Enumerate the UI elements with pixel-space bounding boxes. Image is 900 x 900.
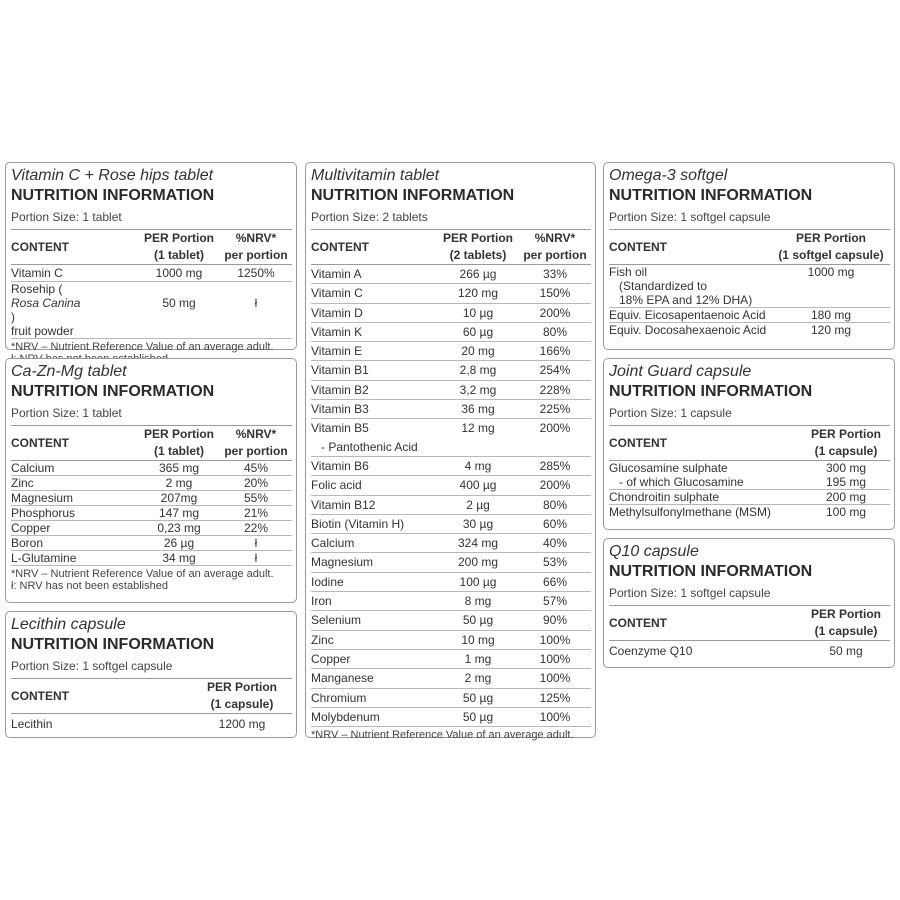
col-per-portion: PER Portion (1 capsule) (810, 607, 881, 638)
panel-title: Lecithin capsule (11, 616, 126, 633)
table-header (11, 229, 292, 265)
table-row (311, 669, 591, 688)
col-per-portion: PER Portion (1 capsule) (810, 427, 881, 458)
nutrient-name: Molybdenum (311, 709, 380, 724)
table-row (311, 553, 591, 572)
nutrition-heading: NUTRITION INFORMATION (11, 636, 215, 653)
col-nrv: %NRV* per portion (224, 231, 288, 262)
nutrition-heading: NUTRITION INFORMATION (11, 187, 215, 204)
table-header (609, 605, 890, 641)
col-content: CONTENT (609, 616, 667, 630)
multivitamin-panel (305, 162, 596, 742)
panel-title: Multivitamin tablet (311, 167, 440, 184)
table-row: Vitamin C 1000 mg 1250% (11, 265, 292, 282)
col-nrv: %NRV* per portion (224, 427, 288, 458)
nutrient-nrv: 100% (539, 651, 571, 666)
nutrient-name: Iron (311, 594, 332, 609)
nutrient-amount: 400 µg (459, 478, 497, 493)
nutrient-amount: 36 mg (461, 402, 495, 417)
table-header (609, 229, 890, 265)
vitamin-c-panel (5, 162, 297, 353)
table-row (311, 631, 591, 650)
panel-title: Vitamin C + Rose hips tablet (11, 167, 214, 184)
table-header (311, 229, 591, 265)
col-per-portion: PER Portion (1 tablet) (143, 427, 214, 458)
nutrient-amount: 120 mg (457, 286, 499, 301)
portion-size: Portion Size: 1 softgel capsule (609, 586, 771, 600)
table-row (311, 611, 591, 630)
joint-guard-panel (603, 358, 895, 530)
table-row (311, 476, 591, 495)
table-row: Copper 0,23 mg 22% (11, 521, 292, 536)
nutrient-amount: 324 mg (457, 536, 499, 551)
nutrient-name: Zinc (311, 632, 334, 647)
table-row: Equiv. Eicosapentaenoic Acid 180 mg (609, 308, 890, 323)
col-content: CONTENT (609, 436, 667, 450)
nutrition-heading: NUTRITION INFORMATION (609, 187, 813, 204)
nutrient-name: Vitamin B1 (311, 363, 369, 378)
table-row (311, 573, 591, 592)
col-content: CONTENT (11, 689, 69, 703)
table-row: Equiv. Docosahexaenoic Acid 120 mg (609, 323, 852, 337)
table-row (311, 381, 591, 400)
table-row: Boron 26 µg ł (11, 536, 292, 551)
nutrient-nrv: 57% (542, 594, 568, 609)
nutrient-nrv: 225% (539, 402, 571, 417)
nutrient-amount: 10 mg (461, 632, 495, 647)
table-row: Calcium 365 mg 45% (11, 461, 292, 476)
nutrition-heading: NUTRITION INFORMATION (609, 563, 813, 580)
portion-size: Portion Size: 1 capsule (609, 406, 732, 420)
table-row (311, 708, 591, 727)
q10-panel (603, 538, 895, 668)
nutrient-name: Iodine (311, 574, 344, 589)
nutrient-nrv: 80% (542, 324, 568, 339)
nutrient-amount: 2 mg (464, 671, 492, 686)
nutrient-nrv: 200% (539, 421, 571, 436)
table-header (11, 425, 292, 461)
table-row: Lecithin 1200 mg (11, 717, 266, 731)
portion-size: Portion Size: 1 softgel capsule (11, 659, 173, 673)
panel-title: Omega-3 softgel (609, 167, 728, 184)
nutrient-amount: 200 mg (457, 555, 499, 570)
table-row (311, 534, 591, 553)
nutrient-name: Magnesium (311, 555, 374, 570)
table-row: Glucosamine sulphate - of which Glucosamine 300 mg 195 mg (609, 461, 890, 490)
table-header (11, 678, 292, 714)
nutrient-name: Calcium (311, 536, 355, 551)
portion-size: Portion Size: 1 tablet (11, 406, 122, 420)
table-row (311, 342, 591, 361)
nutrition-heading: NUTRITION INFORMATION (609, 383, 813, 400)
footnote: *NRV – Nutrient Reference Value of an average adult. (11, 341, 274, 353)
nutrient-nrv: 166% (539, 344, 571, 359)
footnote: *NRV – Nutrient Reference Value of an average adult. ł: NRV has not been established (11, 568, 274, 592)
nutrient-nrv: 53% (542, 555, 568, 570)
table-row: Rosehip ( Rosa Canina ) fruit powder 50 mg ł (11, 282, 292, 339)
table-row: Magnesium 207mg 55% (11, 491, 292, 506)
table-row: Fish oil (Standardized to 18% EPA and 12% DHA) 1000 mg (609, 265, 890, 308)
table-row (311, 650, 591, 669)
nutrient-amount: 100 µg (459, 574, 497, 589)
nutrient-amount: 50 µg (462, 613, 494, 628)
nutrient-name: Vitamin B2 (311, 382, 369, 397)
nutrient-nrv: 228% (539, 382, 571, 397)
nutrient-amount: 1 mg (464, 651, 492, 666)
nutrient-amount: 20 mg (461, 344, 495, 359)
col-content: CONTENT (609, 240, 667, 254)
col-per-portion: PER Portion (2 tablets) (442, 231, 513, 262)
table-row (311, 592, 591, 611)
nutrient-name: Vitamin E (311, 344, 363, 359)
nutrient-nrv: 285% (539, 458, 571, 473)
nutrient-name: Vitamin B3 (311, 402, 369, 417)
nutrient-name: Vitamin B5 - Pantothenic Acid (311, 421, 418, 454)
nutrient-name: Copper (311, 651, 351, 666)
nutrient-nrv: 100% (539, 671, 571, 686)
panel-title: Ca-Zn-Mg tablet (11, 363, 127, 380)
portion-size: Portion Size: 1 softgel capsule (609, 210, 771, 224)
table-row (311, 304, 591, 323)
nutrition-heading: NUTRITION INFORMATION (311, 187, 515, 204)
nutrient-nrv: 33% (542, 267, 568, 281)
col-per-portion: PER Portion (1 tablet) (143, 231, 214, 262)
omega-3-panel (603, 162, 895, 350)
nutrient-name: Vitamin B6 (311, 458, 369, 473)
nutrient-name: Vitamin B12 (311, 497, 376, 512)
nutrient-amount: 8 mg (464, 594, 492, 609)
nutrient-amount: 3,2 mg (459, 382, 497, 397)
table-row: Coenzyme Q10 50 mg (609, 644, 863, 658)
col-per-portion: PER Portion (1 capsule) (206, 680, 277, 711)
nutrient-name: Vitamin D (311, 305, 363, 320)
table-row (311, 689, 591, 708)
table-row: Phosphorus 147 mg 21% (11, 506, 292, 521)
nutrient-nrv: 90% (542, 613, 568, 628)
nutrient-name: Selenium (311, 613, 362, 628)
nutrient-nrv: 100% (539, 632, 571, 647)
nutrient-amount: 10 µg (462, 305, 494, 320)
table-row: Methylsulfonylmethane (MSM) 100 mg (609, 505, 867, 519)
nutrient-nrv: 150% (539, 286, 571, 301)
col-per-portion: PER Portion (1 softgel capsule) (778, 231, 884, 262)
nutrient-name: Biotin (Vitamin H) (311, 516, 405, 531)
nutrient-amount: 2,8 mg (459, 363, 497, 378)
portion-size: Portion Size: 1 tablet (11, 210, 122, 224)
lecithin-panel (5, 611, 297, 738)
panel-title: Joint Guard capsule (609, 363, 752, 380)
col-content: CONTENT (11, 436, 69, 450)
nutrient-nrv: 66% (542, 574, 568, 589)
col-content: CONTENT (311, 240, 369, 254)
table-row (311, 400, 591, 419)
nutrient-amount: 60 µg (462, 324, 494, 339)
ca-zn-mg-panel (5, 358, 297, 603)
table-row (311, 323, 591, 342)
nutrient-amount: 50 µg (462, 690, 494, 705)
table-row (311, 284, 591, 303)
table-row (311, 419, 591, 457)
table-row (311, 515, 591, 534)
table-row: L-Glutamine 34 mg ł (11, 551, 292, 566)
nutrient-name: Vitamin A (311, 267, 362, 281)
nutrient-amount: 30 µg (462, 516, 494, 531)
nutrient-name: Manganese (311, 671, 374, 686)
panel-title: Q10 capsule (609, 543, 699, 560)
col-nrv: %NRV* per portion (523, 231, 587, 262)
nutrition-heading: NUTRITION INFORMATION (11, 383, 215, 400)
table-row (311, 496, 591, 515)
nutrient-nrv: 100% (539, 709, 571, 724)
nutrient-amount: 50 µg (462, 709, 494, 724)
nutrient-name: Folic acid (311, 478, 362, 493)
table-row (311, 265, 591, 284)
nutrient-amount: 266 µg (459, 267, 497, 281)
nutrient-nrv: 125% (539, 690, 571, 705)
table-row: Chondroitin sulphate 200 mg (609, 490, 890, 505)
nutrient-nrv: 40% (542, 536, 568, 551)
nutrient-nrv: 200% (539, 478, 571, 493)
table-row (311, 361, 591, 380)
table-row: Zinc 2 mg 20% (11, 476, 292, 491)
nutrient-amount: 2 µg (466, 497, 490, 512)
nutrient-nrv: 60% (542, 516, 568, 531)
nutrient-nrv: 254% (539, 363, 571, 378)
nutrient-nrv: 80% (542, 497, 568, 512)
nutrient-name: Chromium (311, 690, 367, 705)
portion-size: Portion Size: 2 tablets (311, 210, 428, 224)
nutrient-amount: 4 mg (464, 458, 492, 473)
nutrient-nrv: 200% (539, 305, 571, 320)
col-content: CONTENT (11, 240, 69, 254)
table-row (311, 457, 591, 476)
nutrient-amount: 12 mg (461, 421, 495, 436)
nutrient-name: Vitamin C (311, 286, 363, 301)
footnote: *NRV – Nutrient Reference Value of an average adult. (311, 729, 574, 742)
table-header (609, 425, 890, 461)
nutrient-name: Vitamin K (311, 324, 363, 339)
